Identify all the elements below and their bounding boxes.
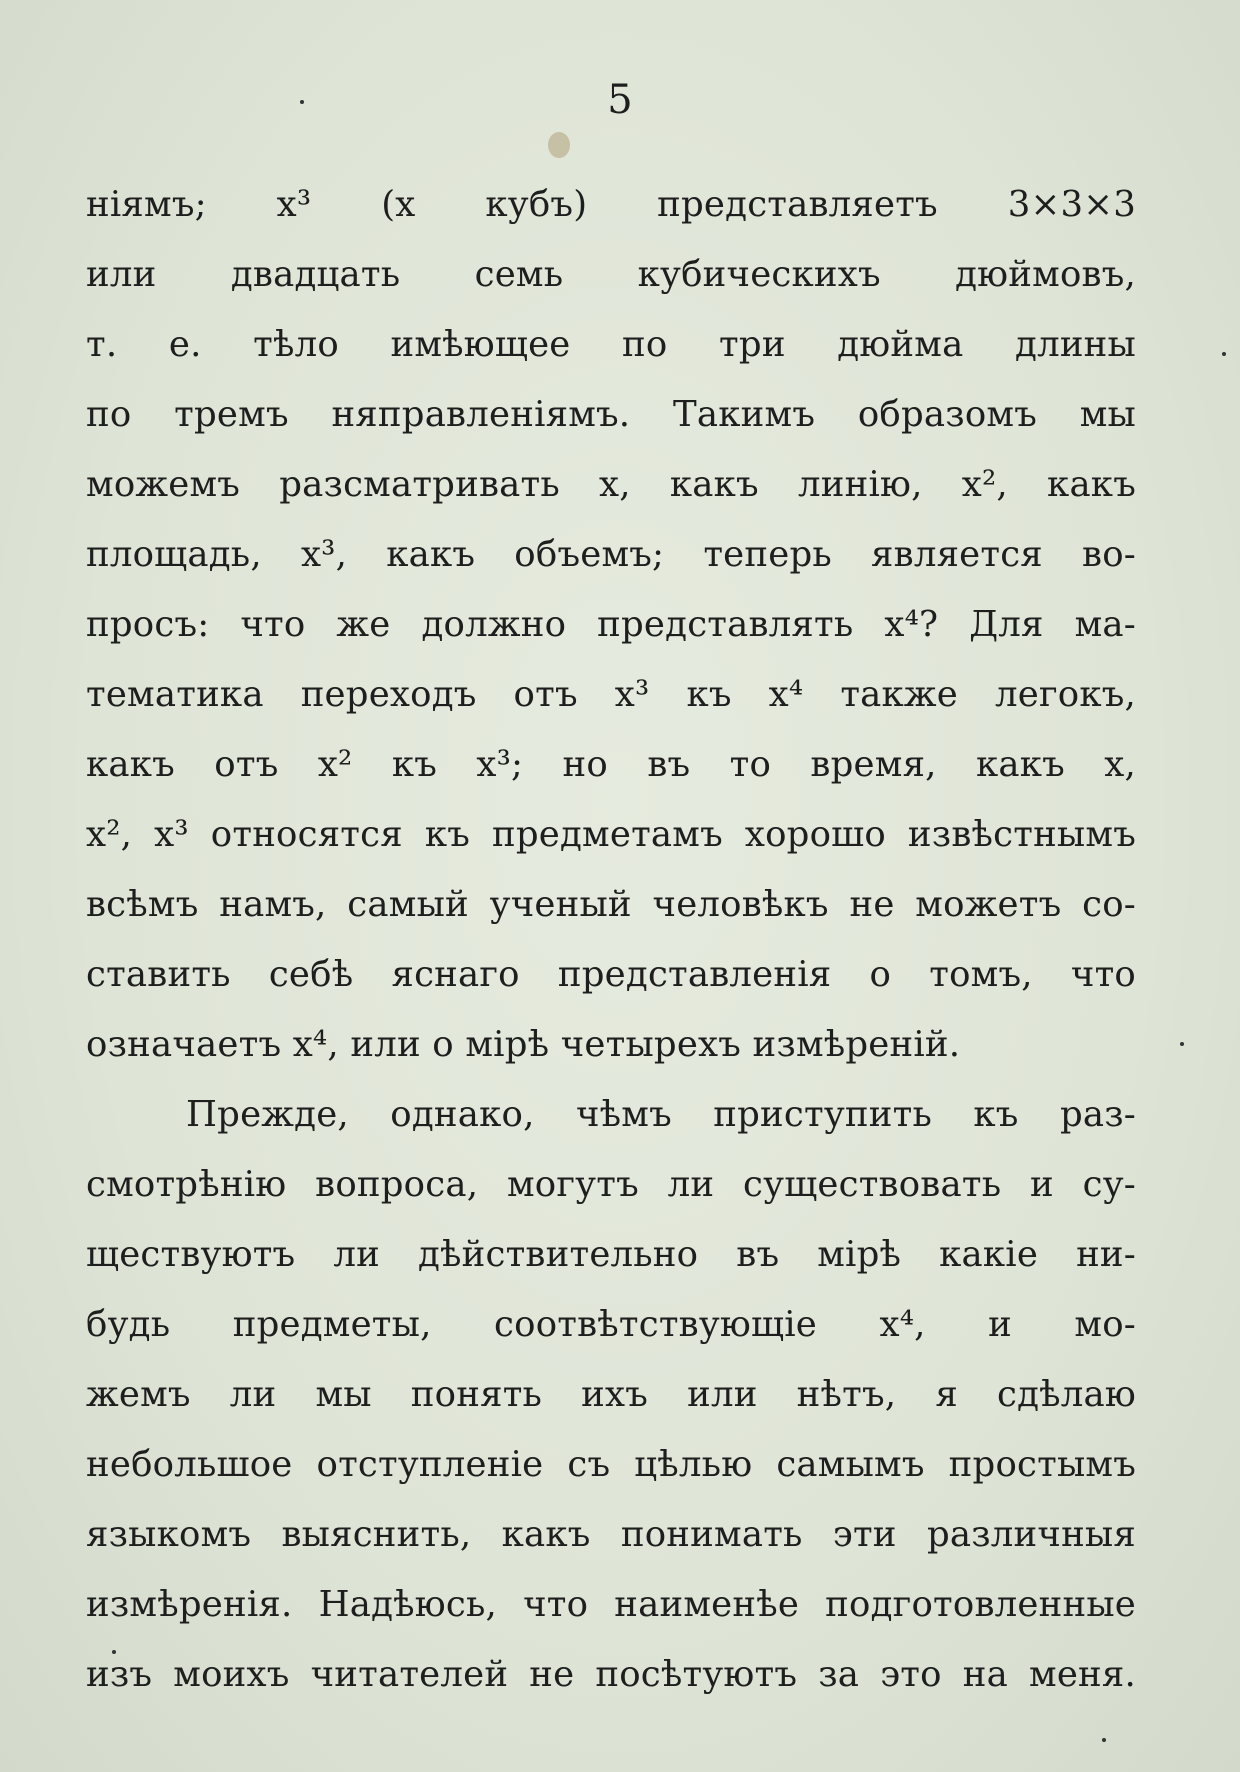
page-number: 5 bbox=[607, 77, 633, 123]
text-line: смотрѣнію вопроса, могутъ ли существовать и су- bbox=[86, 1164, 1136, 1205]
text-line: площадь, x³, какъ объемъ; теперь является во- bbox=[86, 534, 1136, 575]
text-line: можемъ разсматривать x, какъ линію, x², какъ bbox=[86, 464, 1136, 505]
text-line: изъ моихъ читателей не посѣтуютъ за это на меня. bbox=[86, 1654, 1136, 1695]
text-line: жемъ ли мы понять ихъ или нѣтъ, я сдѣлаю bbox=[86, 1374, 1136, 1415]
body-text bbox=[86, 170, 1136, 1710]
text-line: всѣмъ намъ, самый ученый человѣкъ не можетъ со- bbox=[86, 884, 1136, 925]
text-line: какъ отъ x² къ x³; но въ то время, какъ x, bbox=[86, 744, 1136, 785]
text-line: т. е. тѣло имѣющее по три дюйма длины bbox=[86, 324, 1136, 365]
text-line: означаетъ x⁴, или о мірѣ четырехъ измѣреній. bbox=[86, 1024, 961, 1065]
text-line: x², x³ относятся къ предметамъ хорошо извѣстнымъ bbox=[86, 814, 1136, 855]
text-line: Прежде, однако, чѣмъ приступить къ раз- bbox=[186, 1094, 1136, 1135]
print-speck bbox=[1180, 1042, 1184, 1046]
text-line: просъ: что же должно представлять x⁴? Для ма- bbox=[86, 604, 1136, 645]
text-line: измѣренія. Надѣюсь, что наименѣе подготовленные bbox=[86, 1584, 1136, 1625]
print-speck bbox=[300, 100, 304, 104]
text-line: ніямъ; x³ (x кубъ) представляетъ 3×3×3 bbox=[86, 184, 1136, 225]
text-line: тематика переходъ отъ x³ къ x⁴ также легокъ, bbox=[86, 674, 1136, 715]
text-line: небольшое отступленіе съ цѣлью самымъ простымъ bbox=[86, 1444, 1136, 1485]
text-line: будь предметы, соотвѣтствующіе x⁴, и мо- bbox=[86, 1304, 1136, 1345]
text-line: языкомъ выяснить, какъ понимать эти различныя bbox=[86, 1514, 1136, 1555]
text-line: ставить себѣ яснаго представленія о томъ, что bbox=[86, 954, 1136, 995]
text-line: или двадцать семь кубическихъ дюймовъ, bbox=[86, 254, 1136, 295]
paper-stain bbox=[548, 132, 570, 158]
text-line: по тремъ няправленіямъ. Такимъ образомъ мы bbox=[86, 394, 1136, 435]
text-line: ществуютъ ли дѣйствительно въ мірѣ какіе ни- bbox=[86, 1234, 1136, 1275]
print-speck bbox=[1222, 352, 1226, 356]
print-speck bbox=[1102, 1738, 1106, 1742]
